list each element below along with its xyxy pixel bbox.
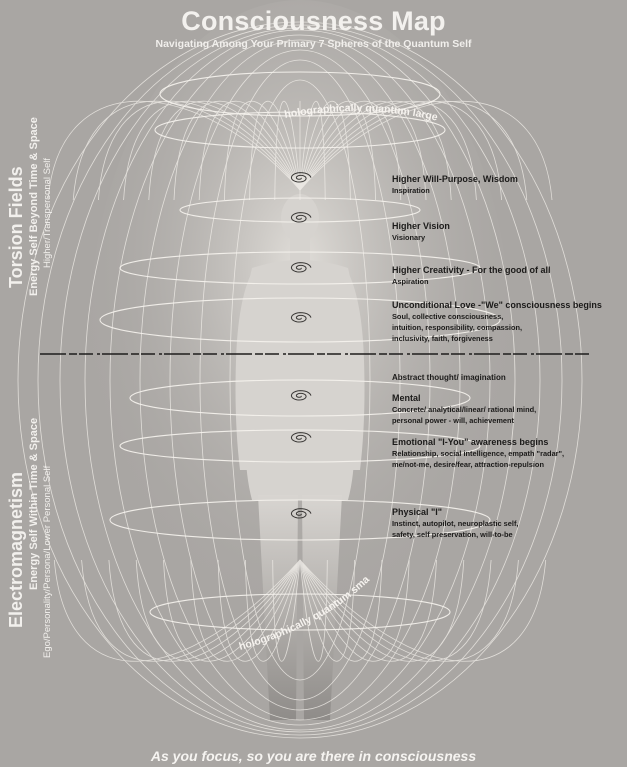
sphere-label-emotional (392, 436, 564, 470)
sphere-detail: Aspiration (392, 277, 429, 286)
footer-post: in consciousness (354, 748, 477, 764)
torsion-line1-label: Energy Self Beyond Time & Space (28, 117, 40, 296)
sphere-label-love (392, 299, 602, 344)
sphere-detail: intuition, responsibility, compassion, (392, 323, 523, 332)
sphere-detail: Visionary (392, 233, 426, 242)
sphere-detail: Concrete/ analytical/linear/ rational mind, (392, 405, 537, 414)
sphere-label-physical (392, 506, 518, 540)
sphere-label-vision (392, 220, 450, 243)
sphere-detail: me/not-me, desire/fear, attraction-repulsion (392, 460, 544, 469)
sphere-heading: Higher Creativity - For the good of all (392, 265, 551, 275)
sphere-label-will (392, 173, 518, 196)
arc-label-top: holographically quantum large (283, 102, 439, 124)
sphere-detail: Instinct, autopilot, neuroplastic self, (392, 519, 519, 528)
sphere-heading: Physical "I" (392, 507, 443, 517)
footer-caption (0, 748, 627, 764)
sphere-detail: Soul, collective consciousness, (392, 312, 504, 321)
sphere-detail: safety, self preservation, will-to-be (392, 530, 513, 539)
sphere-heading: Higher Vision (392, 221, 450, 231)
sphere-detail: personal power - will, achievement (392, 416, 514, 425)
electromagnetism-label: Electromagnetism (6, 471, 26, 628)
electromagnetism-line1-label: Energy Self Within Time & Space (28, 417, 40, 590)
sphere-label-creativity (392, 264, 551, 287)
torsion-fields-label: Torsion Fields (6, 166, 26, 288)
page-subtitle: Navigating Among Your Primary 7 Spheres of the Quantum Self (155, 38, 472, 50)
sphere-heading: Unconditional Love -"We" consciousness begins (392, 300, 602, 310)
sphere-label-mental (392, 392, 536, 426)
electromagnetism-line2-label: Ego/Personality/Persona/Lower Personal Self (42, 465, 53, 658)
footer-pre: As you focus, so you are (150, 748, 321, 764)
sphere-detail: Inspiration (392, 186, 430, 195)
sphere-heading: Higher Will-Purpose, Wisdom (392, 174, 518, 184)
sphere-heading: Abstract thought/ imagination (392, 373, 506, 382)
sphere-heading: Mental (392, 393, 421, 403)
footer-emph: there (320, 748, 355, 764)
sphere-label-abstract (392, 372, 506, 384)
arc-label-bottom: holographically quantum sma (237, 573, 372, 653)
torsion-line2-label: Higher/Transpersonal Self (42, 157, 53, 268)
sphere-heading: Emotional "I-You" awareness begins (392, 437, 549, 447)
sphere-detail: inclusivity, faith, forgiveness (392, 334, 493, 343)
sphere-detail: Relationship, social intelligence, empath "radar", (392, 449, 565, 458)
page-title: Consciousness Map (181, 6, 446, 36)
